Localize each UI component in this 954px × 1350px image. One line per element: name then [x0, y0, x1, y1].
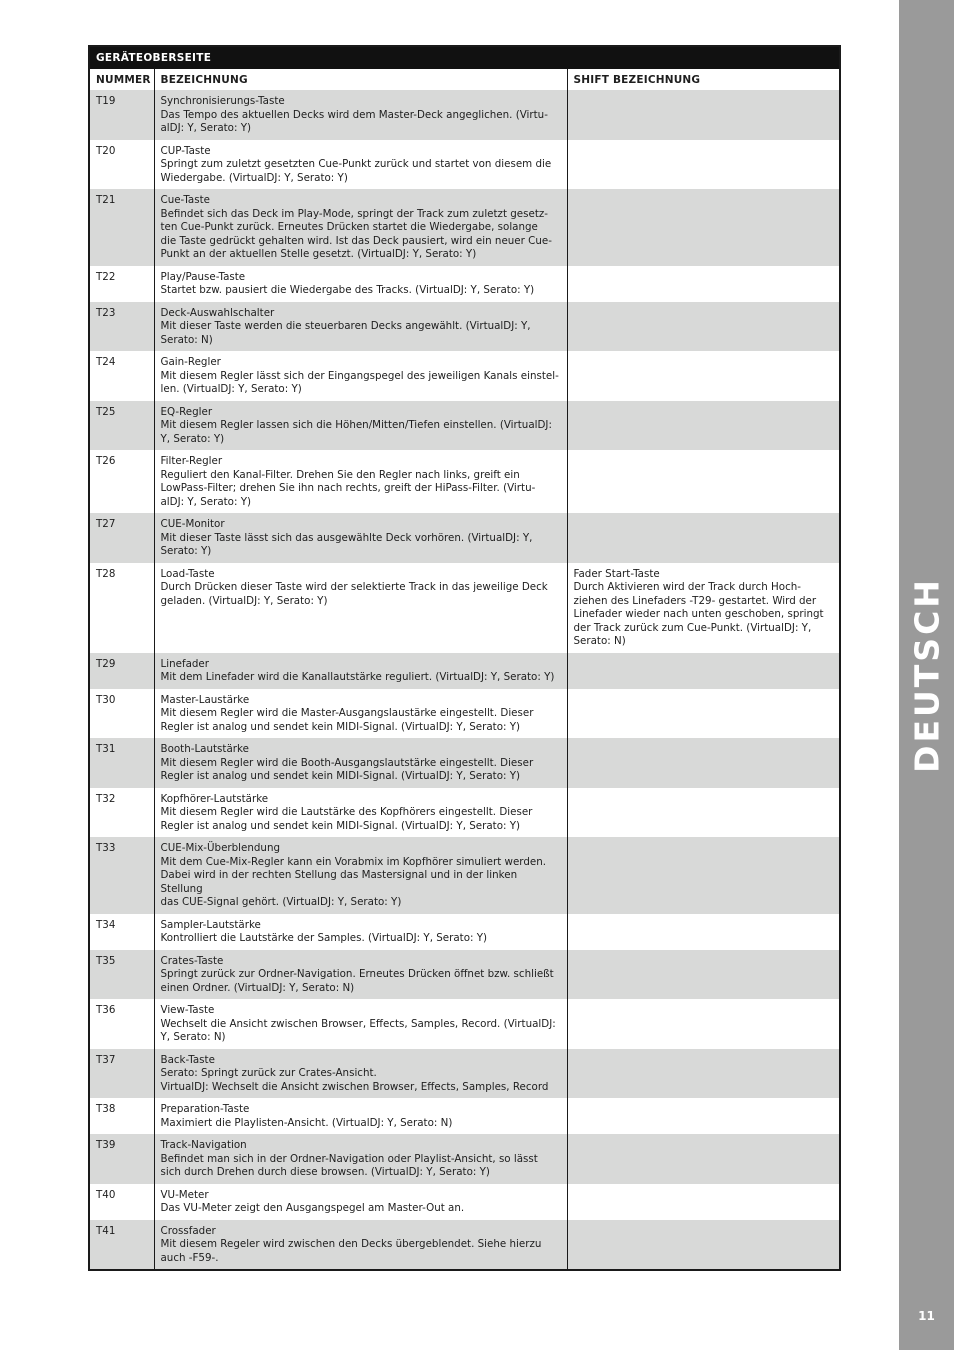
row-title: Play/Pause-Taste — [160, 270, 246, 283]
row-title: CUE-Monitor — [160, 518, 225, 530]
table-row — [89, 450, 840, 513]
row-number: T32 — [89, 788, 154, 838]
row-number: T25 — [89, 401, 154, 451]
table-row — [89, 1134, 840, 1184]
row-description: Befindet man sich in der Ordner-Navigation oder Playlist-Ansicht, so lässt sich durch Drehen durch diese browsen. (VirtualDJ: Y, Serato: Y) — [160, 1152, 538, 1178]
row-shift-cell — [567, 140, 840, 190]
row-title: Load-Taste — [160, 567, 215, 580]
row-description-cell — [154, 653, 567, 689]
table-row — [89, 653, 840, 689]
row-shift-cell — [567, 450, 840, 513]
row-shift-cell — [567, 1220, 840, 1271]
table-row — [89, 401, 840, 451]
row-number: T29 — [89, 653, 154, 689]
column-header-shift: SHIFT BEZEICHNUNG — [567, 69, 840, 90]
table-row — [89, 140, 840, 190]
row-number: T38 — [89, 1098, 154, 1134]
row-description: Maximiert die Playlisten-Ansicht. (VirtualDJ: Y, Serato: N) — [160, 1116, 453, 1129]
row-description: Mit diesem Regler wird die Lautstärke des Kopfhörers eingestellt. Dieser Regler ist analog und sendet kein MIDI-Signal. (VirtualDJ: Y, Serato: Y) — [160, 806, 533, 832]
row-shift-cell — [567, 563, 840, 653]
row-title: Booth-Lautstärke — [160, 743, 249, 755]
controls-table — [88, 45, 841, 1271]
row-description: Mit diesem Regler wird die Booth-Ausgangslautstärke eingestellt. Dieser Regler ist analog und sendet kein MIDI-Signal. (VirtualDJ: Y, Serato: Y) — [160, 756, 534, 782]
row-description-cell — [154, 999, 567, 1049]
table-row — [89, 351, 840, 401]
row-title: Deck-Auswahlschalter — [160, 306, 275, 319]
row-shift-cell — [567, 351, 840, 401]
row-description-cell — [154, 140, 567, 190]
row-description-cell — [154, 738, 567, 788]
row-description-cell — [154, 1134, 567, 1184]
row-number: T39 — [89, 1134, 154, 1184]
table-row — [89, 189, 840, 266]
row-description: Kontrolliert die Lautstärke der Samples. (VirtualDJ: Y, Serato: Y) — [160, 932, 488, 944]
row-shift-cell — [567, 1098, 840, 1134]
row-description: Mit dieser Taste lässt sich das ausgewählte Deck vorhören. (VirtualDJ: Y, Serato: Y) — [160, 531, 533, 557]
row-description: Mit dieser Taste werden die steuerbaren Decks angewählt. (VirtualDJ: Y, Serato: N) — [160, 320, 531, 346]
row-number: T28 — [89, 563, 154, 653]
row-description: Serato: Springt zurück zur Crates-Ansicht. VirtualDJ: Wechselt die Ansicht zwischen Browser, Effects, Samples, Record — [160, 1067, 549, 1093]
table-row — [89, 950, 840, 1000]
row-number: T40 — [89, 1184, 154, 1220]
row-number: T41 — [89, 1220, 154, 1271]
row-number: T26 — [89, 450, 154, 513]
row-number: T35 — [89, 950, 154, 1000]
table-row — [89, 1098, 840, 1134]
page-number: 11 — [918, 1309, 935, 1323]
row-description-cell — [154, 914, 567, 950]
row-title: Crates-Taste — [160, 954, 224, 967]
row-shift-description: Durch Aktivieren wird der Track durch Hoch- ziehen des Linefaders -T29- gestartet. Wird der Linefader wieder nach unten geschoben, springt der Track zurück zum Cue-Punkt. (VirtualDJ: Y, Serato: N) — [573, 581, 824, 647]
row-number: T19 — [89, 90, 154, 140]
row-title: Filter-Regler — [160, 455, 223, 467]
row-title: Crossfader — [160, 1224, 216, 1237]
row-description: Mit diesem Regler lässt sich der Eingangspegel des jeweiligen Kanals einstel- len. (VirtualDJ: Y, Serato: Y) — [160, 369, 559, 395]
row-number: T36 — [89, 999, 154, 1049]
table-row — [89, 1184, 840, 1220]
controls-table-container — [88, 45, 841, 1271]
row-shift-cell — [567, 788, 840, 838]
table-row — [89, 738, 840, 788]
row-shift-cell — [567, 266, 840, 302]
table-row — [89, 513, 840, 563]
row-description: Mit diesem Regeler wird zwischen den Decks übergeblendet. Siehe hierzu auch -F59-. — [160, 1238, 542, 1264]
row-number: T30 — [89, 689, 154, 739]
row-title: Sampler-Lautstärke — [160, 918, 261, 931]
row-description-cell — [154, 189, 567, 266]
row-description-cell — [154, 1049, 567, 1099]
row-number: T20 — [89, 140, 154, 190]
table-row — [89, 1049, 840, 1099]
row-description: Startet bzw. pausiert die Wiedergabe des Tracks. (VirtualDJ: Y, Serato: Y) — [160, 284, 535, 296]
row-shift-title: Fader Start-Taste — [573, 567, 660, 580]
row-title: Track-Navigation — [160, 1139, 247, 1151]
column-header-number: NUMMER — [89, 69, 154, 90]
row-title: Back-Taste — [160, 1053, 215, 1066]
row-shift-cell — [567, 950, 840, 1000]
row-number: T22 — [89, 266, 154, 302]
row-description: Mit dem Linefader wird die Kanallautstärke reguliert. (VirtualDJ: Y, Serato: Y) — [160, 671, 555, 683]
row-shift-cell — [567, 401, 840, 451]
row-shift-cell — [567, 1049, 840, 1099]
row-shift-cell — [567, 738, 840, 788]
row-shift-cell — [567, 189, 840, 266]
row-title: Synchronisierungs-Taste — [160, 95, 285, 107]
row-description: Das VU-Meter zeigt den Ausgangspegel am Master-Out an. — [160, 1202, 465, 1214]
row-shift-cell — [567, 302, 840, 352]
row-title: Master-Laustärke — [160, 693, 250, 706]
row-description-cell — [154, 351, 567, 401]
row-description-cell — [154, 1220, 567, 1271]
row-number: T34 — [89, 914, 154, 950]
row-title: View-Taste — [160, 1004, 215, 1016]
row-title: Linefader — [160, 657, 209, 670]
table-row — [89, 837, 840, 914]
row-title: Cue-Taste — [160, 194, 210, 206]
row-description-cell — [154, 450, 567, 513]
row-description: Das Tempo des aktuellen Decks wird dem Master-Deck angeglichen. (Virtu- alDJ: Y, Serato: Y) — [160, 108, 548, 134]
row-shift-cell — [567, 1184, 840, 1220]
row-number: T27 — [89, 513, 154, 563]
table-row — [89, 914, 840, 950]
row-number: T37 — [89, 1049, 154, 1099]
row-description-cell — [154, 837, 567, 914]
row-shift-cell — [567, 689, 840, 739]
row-description: Mit dem Cue-Mix-Regler kann ein Vorabmix im Kopfhörer simuliert werden. Dabei wird in der rechten Stellung das Mastersignal und in der linken Stellung das CUE-Signal gehört. (VirtualDJ: Y, Serato: Y) — [160, 855, 547, 908]
row-shift-cell — [567, 999, 840, 1049]
row-title: CUP-Taste — [160, 144, 211, 157]
row-description: Befindet sich das Deck im Play-Mode, springt der Track zum zuletzt gesetz- ten Cue-Punkt zurück. Erneutes Drücken startet die Wiedergabe, solange die Taste gedrückt gehalten wird. Ist das Deck pausiert, wird ein neuer Cue- Punkt an der aktuellen Stelle gesetzt. (VirtualDJ: Y, Serato: Y) — [160, 207, 552, 260]
row-description: Mit diesem Regler wird die Master-Ausgangslaustärke eingestellt. Dieser Regler ist analog und sendet kein MIDI-Signal. (VirtualDJ: Y, Serato: Y) — [160, 707, 534, 733]
row-title: Kopfhörer-Lautstärke — [160, 792, 269, 805]
row-description: Mit diesem Regler lassen sich die Höhen/Mitten/Tiefen einstellen. (VirtualDJ: Y, Serato: Y) — [160, 419, 552, 445]
row-description-cell — [154, 788, 567, 838]
row-number: T31 — [89, 738, 154, 788]
row-description: Springt zum zuletzt gesetzten Cue-Punkt zurück und startet von diesem die Wiedergabe. (VirtualDJ: Y, Serato: Y) — [160, 158, 552, 184]
row-description-cell — [154, 513, 567, 563]
row-description-cell — [154, 689, 567, 739]
row-description: Wechselt die Ansicht zwischen Browser, Effects, Samples, Record. (VirtualDJ: Y, Serato: N) — [160, 1017, 556, 1043]
row-number: T23 — [89, 302, 154, 352]
row-description-cell — [154, 302, 567, 352]
row-title: CUE-Mix-Überblendung — [160, 842, 281, 854]
row-title: Gain-Regler — [160, 356, 221, 368]
row-description-cell — [154, 266, 567, 302]
table-row — [89, 90, 840, 140]
column-header-name: BEZEICHNUNG — [154, 69, 567, 90]
row-shift-cell — [567, 90, 840, 140]
row-description-cell — [154, 1098, 567, 1134]
table-row — [89, 1220, 840, 1271]
language-label: DEUTSCH — [907, 577, 947, 773]
row-description: Reguliert den Kanal-Filter. Drehen Sie den Regler nach links, greift ein LowPass-Filter; drehen Sie ihn nach rechts, greift der HiPass-Filter. (Virtu- alDJ: Y, Serato: Y) — [160, 468, 536, 508]
row-number: T24 — [89, 351, 154, 401]
table-row — [89, 689, 840, 739]
row-description-cell — [154, 950, 567, 1000]
row-shift-cell — [567, 513, 840, 563]
row-title: Preparation-Taste — [160, 1103, 250, 1115]
row-shift-cell — [567, 1134, 840, 1184]
section-title: GERÄTEOBERSEITE — [89, 46, 840, 69]
table-row — [89, 266, 840, 302]
row-shift-cell — [567, 914, 840, 950]
table-row — [89, 563, 840, 653]
row-description: Durch Drücken dieser Taste wird der selektierte Track in das jeweilige Deck geladen. (VirtualDJ: Y, Serato: Y) — [160, 581, 548, 607]
table-row — [89, 302, 840, 352]
row-shift-cell — [567, 653, 840, 689]
table-row — [89, 999, 840, 1049]
row-title: VU-Meter — [160, 1188, 209, 1201]
row-description-cell — [154, 1184, 567, 1220]
row-description-cell — [154, 563, 567, 653]
row-number: T21 — [89, 189, 154, 266]
row-description: Springt zurück zur Ordner-Navigation. Erneutes Drücken öffnet bzw. schließt einen Ordner. (VirtualDJ: Y, Serato: N) — [160, 968, 554, 994]
row-shift-cell — [567, 837, 840, 914]
row-description-cell — [154, 90, 567, 140]
row-number: T33 — [89, 837, 154, 914]
row-description-cell — [154, 401, 567, 451]
table-row — [89, 788, 840, 838]
row-title: EQ-Regler — [160, 405, 213, 418]
